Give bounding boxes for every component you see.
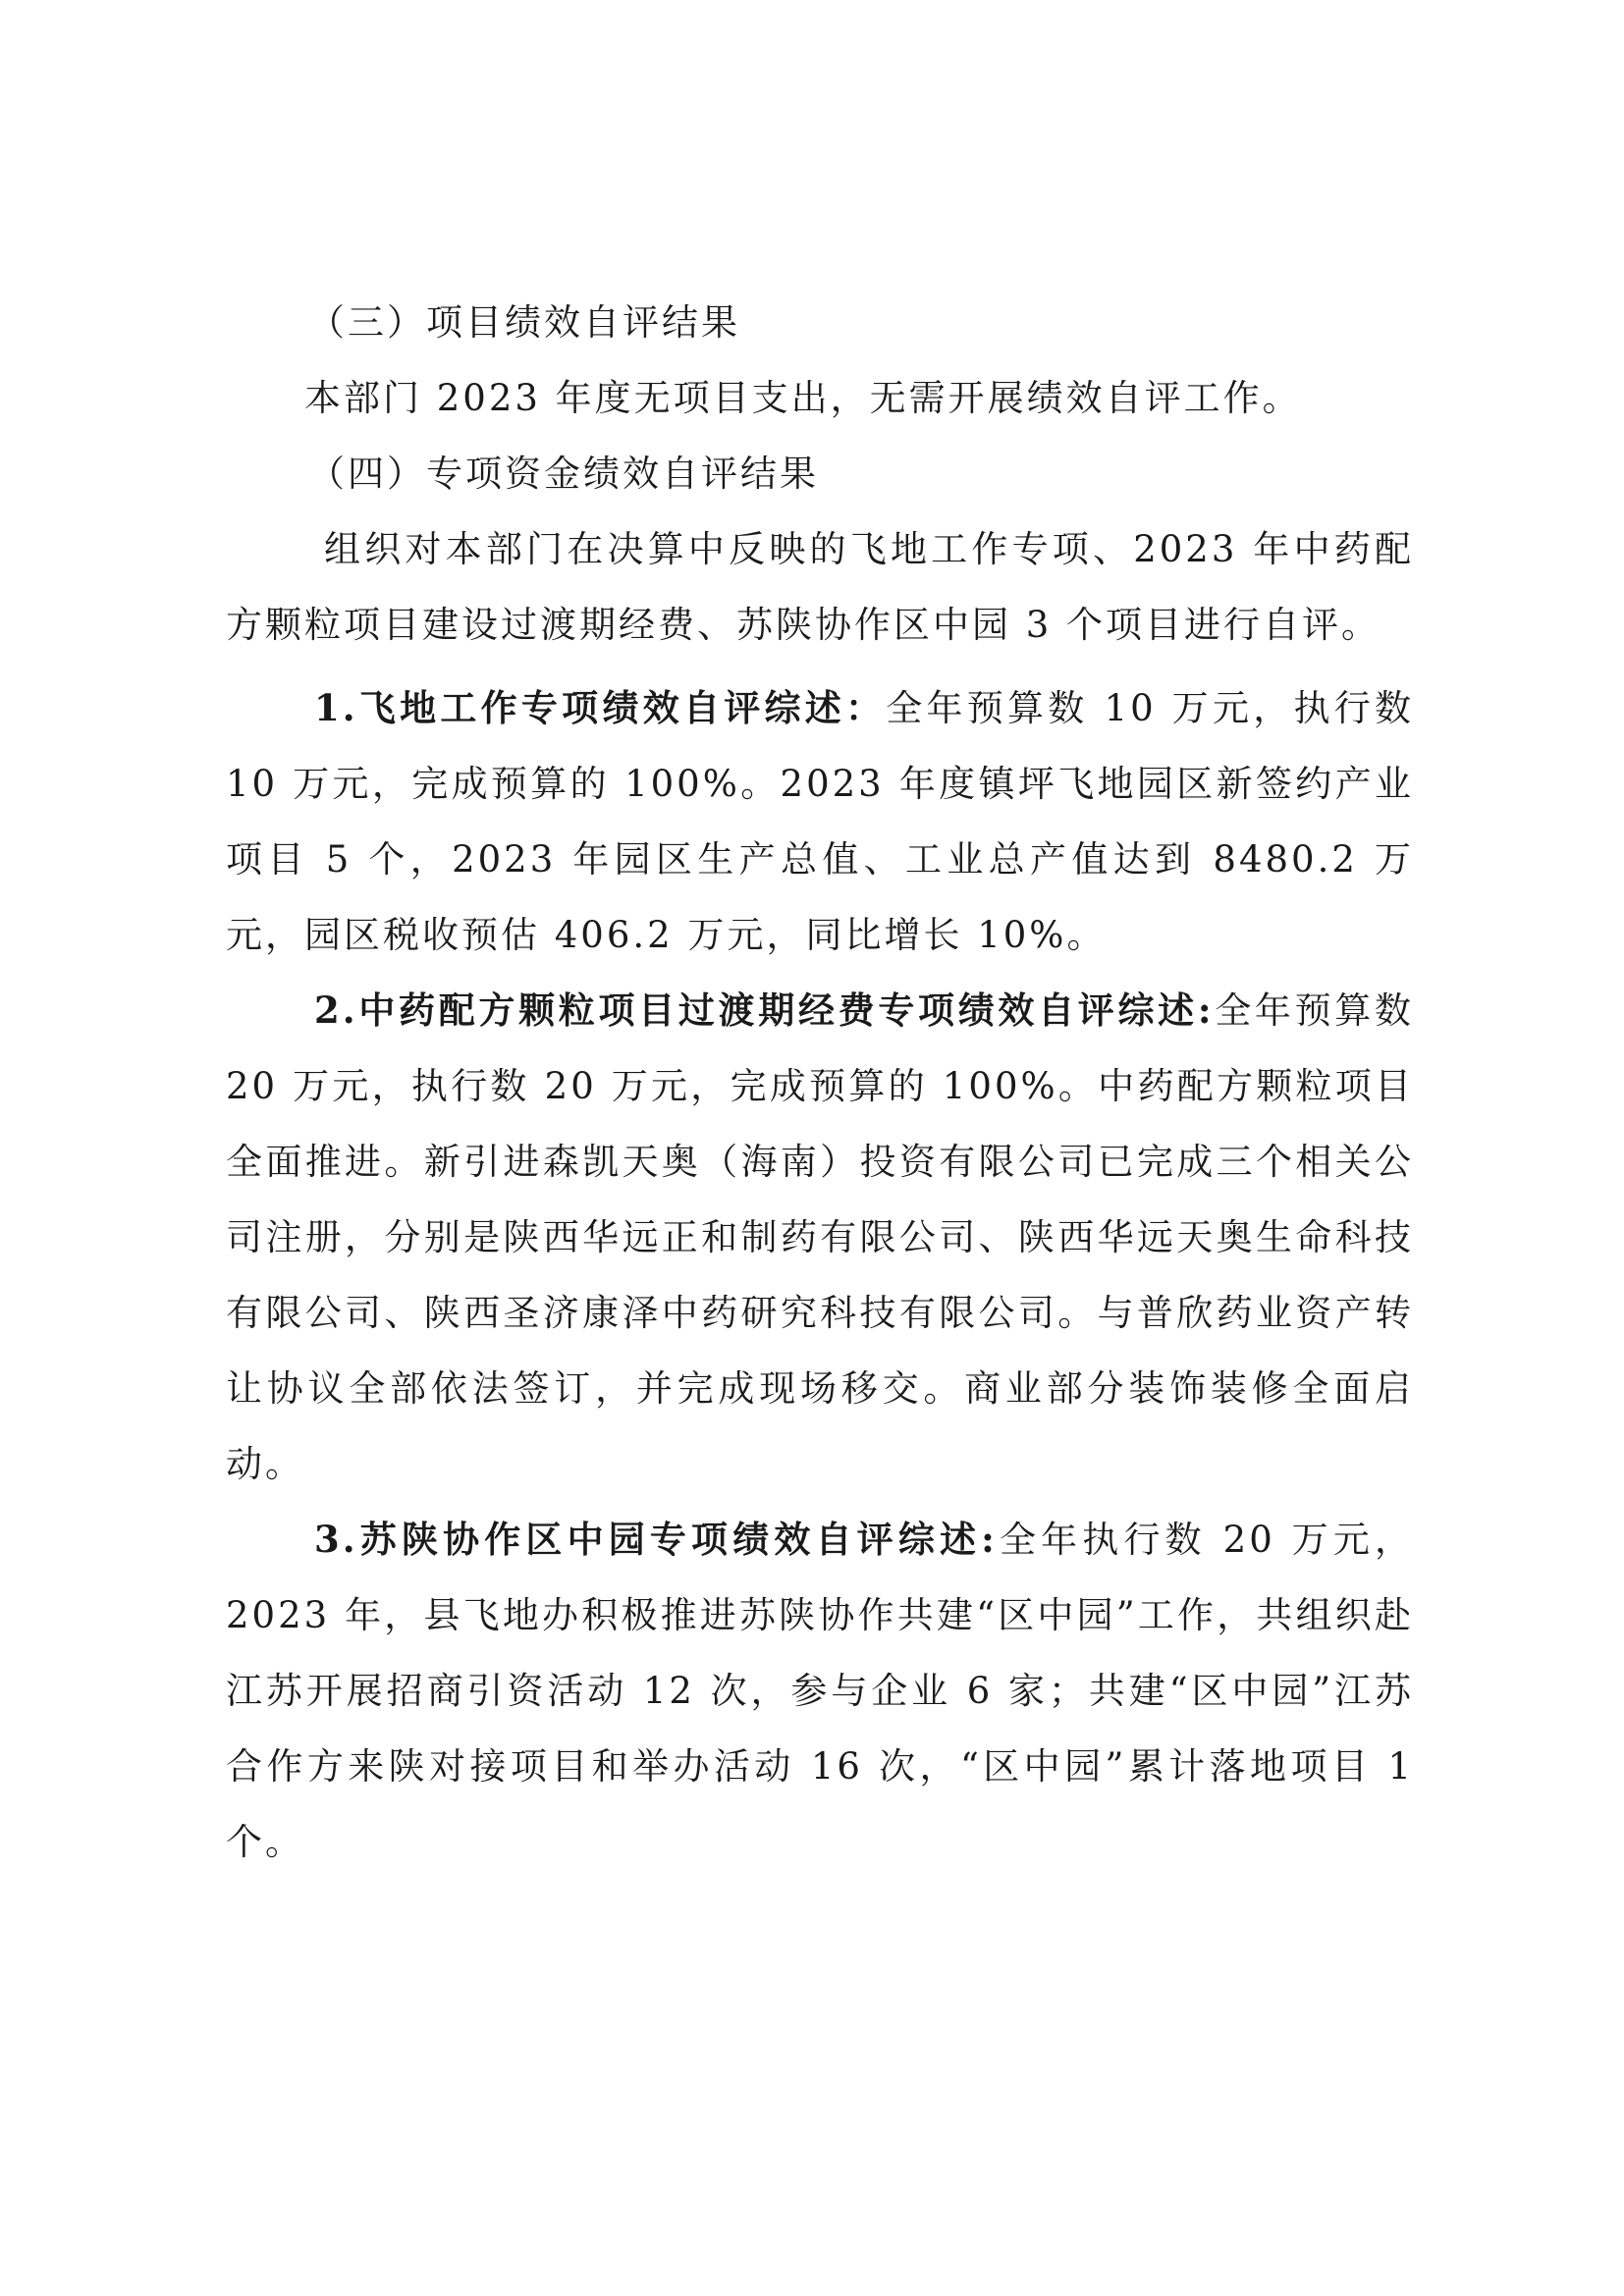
section-4-heading: （四）专项资金绩效自评结果 (308, 453, 819, 495)
item-1-text: 全年预算数 10 万元，执行数 10 万元，完成预算的 100%。2023 年度镇坪飞地园区新签约产业项目 5 个，2023 年园区生产总值、工业总产值达到 8480.2 万元，园区税收预估 406.2 万元，同比增长 10%。 (226, 687, 1414, 956)
section-4-intro: 组织对本部门在决算中反映的飞地工作专项、2023 年中药配方颗粒项目建设过渡期经费、苏陕协作区中园 3 个项目进行自评。 (226, 528, 1414, 646)
item-2-paragraph (226, 973, 1414, 1502)
item-3-title: 3.苏陕协作区中园专项绩效自评综述: (314, 1518, 998, 1561)
item-1-title: 1.飞地工作专项绩效自评综述： (314, 686, 887, 729)
document-body (226, 285, 1414, 1880)
item-2-text: 全年预算数 20 万元，执行数 20 万元，完成预算的 100%。中药配方颗粒项目全面推进。新引进森凯天奥（海南）投资有限公司已完成三个相关公司注册，分别是陕西华远正和制药有限公司、陕西华远天奥生命科技有限公司、陕西圣济康泽中药研究科技有限公司。与普欣药业资产转让协议全部依法签订，并完成现场移交。商业部分装饰装修全面启动。 (226, 989, 1414, 1485)
item-2-title: 2.中药配方颗粒项目过渡期经费专项绩效自评综述: (314, 988, 1215, 1032)
item-3-paragraph (226, 1502, 1414, 1880)
item-1-paragraph (226, 670, 1414, 973)
section-3-body: 本部门 2023 年度无项目支出，无需开展绩效自评工作。 (304, 377, 1302, 419)
item-3-text: 全年执行数 20 万元，2023 年，县飞地办积极推进苏陕协作共建“区中园”工作，共组织赴江苏开展招商引资活动 12 次，参与企业 6 家；共建“区中园”江苏合作方来陕对接项目和举办活动 16 次，“区中园”累计落地项目 1 个。 (226, 1519, 1414, 1863)
section-3-heading: （三）项目绩效自评结果 (308, 301, 740, 344)
